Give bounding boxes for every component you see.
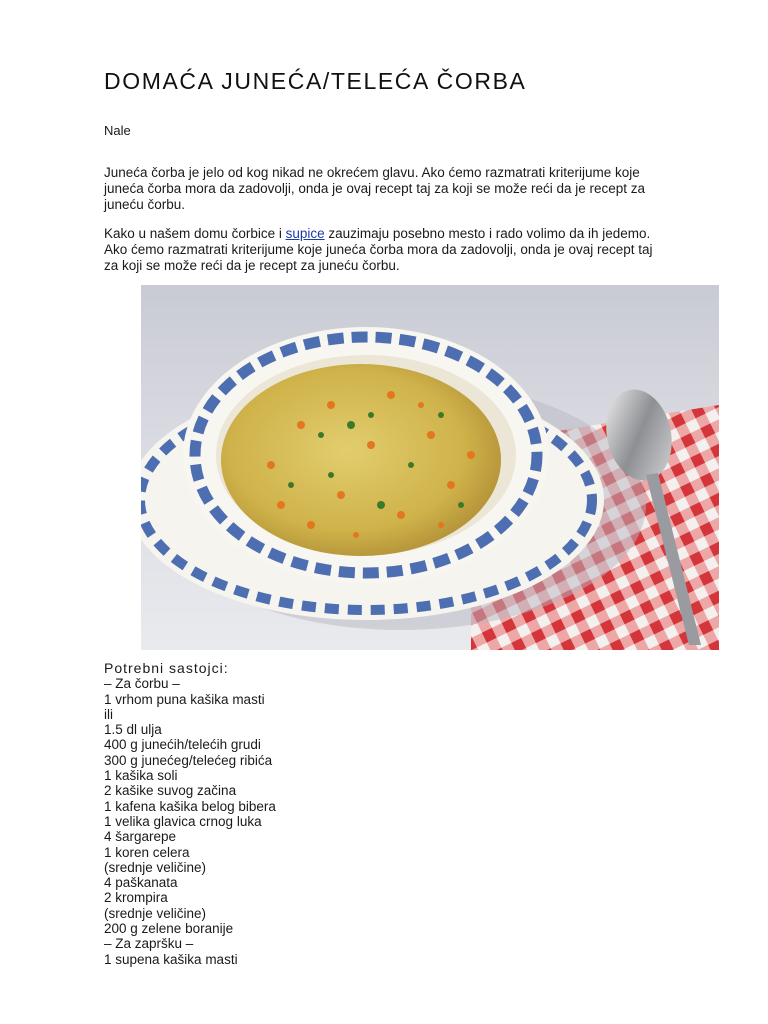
ingredient-item: – Za zapršku – — [104, 936, 194, 952]
second-paragraph — [104, 226, 669, 274]
ingredients-list — [104, 661, 276, 967]
ingredient-item: 1 velika glavica crnog luka — [104, 813, 262, 829]
ingredient-item: ili — [104, 706, 113, 722]
supice-link[interactable]: supice — [285, 226, 325, 241]
ingredient-item: 2 krompira — [104, 890, 168, 906]
intro-paragraph: Juneća čorba je jelo od kog nikad ne okrećem glavu. Ako ćemo razmatrati kriterijume koje juneća čorba mora da zadovolji, onda je ovaj recept taj za koji se može reći da je recept za junеću čorbu. — [104, 165, 646, 212]
ingredient-item: (srednje veličine) — [104, 859, 207, 875]
ingredient-item: 1 supena kašika masti — [104, 951, 238, 967]
second-paragraph-end: zauzimaju posebno mesto i rado volimo da ih jedemo. Ako ćemo razmatrati kriterijume koje juneća čorba mora da zadovolji, onda je ovaj recept taj za koji se može reći da je recept za juneću čorbu. — [104, 226, 653, 273]
ingredient-item: 4 šargarepe — [104, 829, 177, 845]
ingredient-item: 400 g junećih/telećih grudi — [104, 737, 261, 753]
ingredient-item: 1 koren celera — [104, 844, 190, 860]
soup-photo — [141, 285, 719, 650]
ingredient-item: 1 vrhom puna kašika masti — [104, 691, 265, 707]
ingredient-item: 300 g junećeg/telećeg ribića — [104, 752, 273, 768]
ingredients-heading: Potrebni sastojci: — [104, 660, 229, 676]
ingredient-item: 1.5 dl ulja — [104, 722, 162, 738]
ingredient-item: 1 kafena kašika belog bibera — [104, 798, 276, 814]
ingredient-item: 1 kašika soli — [104, 768, 178, 784]
author-name: Nale — [104, 123, 131, 138]
second-paragraph-start: Kako u našem domu čorbice i — [104, 226, 286, 241]
ingredient-item: – Za čorbu – — [104, 676, 180, 692]
ingredient-item: 200 g zelene boranije — [104, 921, 234, 937]
ingredient-item: 2 kašike suvog začina — [104, 783, 237, 799]
ingredient-item: (srednje veličine) — [104, 905, 207, 921]
page-title: DOMAĆA JUNEĆA/TELEĆA ČORBA — [104, 68, 527, 94]
ingredient-item: 4 paškanata — [104, 875, 178, 891]
